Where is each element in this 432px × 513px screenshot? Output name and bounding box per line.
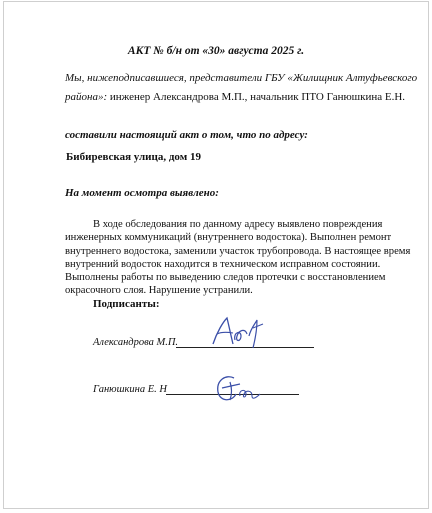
findings-line: Выполнены работы по выведению следов протечки с восстановлением xyxy=(65,272,386,284)
signer-2-name: Ганюшкина Е. Н xyxy=(93,384,167,395)
intro-line-1: Мы, нижеподписавшиеся, представители ГБУ «Жилищник Алтуфьевского xyxy=(65,72,418,84)
document-page xyxy=(3,1,429,509)
findings-line: окрасочного слоя. Нарушение устранили. xyxy=(65,285,253,297)
findings-line: внутреннего водостока, заменили участок трубопровода. В настоящее время xyxy=(65,245,411,257)
found-header: На момент осмотра выявлено: xyxy=(65,187,219,199)
intro-line-2-rest: инженер Александрова М.П., начальник ПТО Ганюшкина Е.Н. xyxy=(107,91,406,103)
act-title: АКТ № б/н от «30» августа 2025 г. xyxy=(127,45,305,57)
intro-line-2 xyxy=(65,91,405,103)
findings-line: инженерных коммуникаций (внутреннего водостока). Выполнен ремонт xyxy=(65,232,392,244)
findings-line: внутренний водосток находится в техническом исправном состоянии. xyxy=(65,258,381,270)
signatories-header: Подписанты: xyxy=(93,298,160,310)
findings-line: В ходе обследования по данному адресу выявлено повреждения xyxy=(93,219,383,230)
signature-2-icon xyxy=(212,370,272,406)
composed-statement: составили настоящий акт о том, что по адресу: xyxy=(65,129,308,141)
signature-1-icon xyxy=(209,314,269,354)
findings-paragraph xyxy=(65,218,411,298)
intro-line-2-italic: района»: xyxy=(65,91,108,103)
signer-1-name: Александрова М.П. xyxy=(93,337,179,348)
address: Бибиревская улица, дом 19 xyxy=(66,151,201,163)
